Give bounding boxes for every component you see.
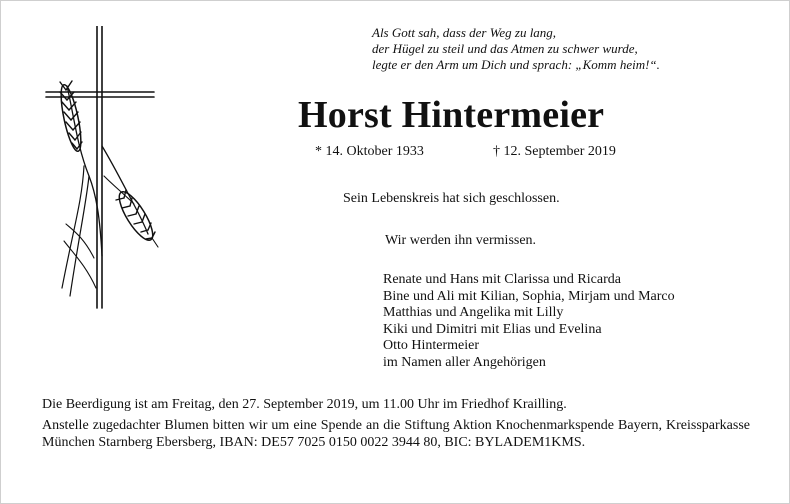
mourner-line: Renate und Hans mit Clarissa und Ricarda (383, 272, 621, 287)
poem-line: Als Gott sah, dass der Weg zu lang, (372, 25, 557, 40)
death-date: † 12. September 2019 (493, 144, 616, 159)
life-circle-text: Sein Lebenskreis hat sich geschlossen. (343, 191, 560, 206)
mourners-list (383, 272, 675, 371)
funeral-info: Die Beerdigung ist am Freitag, den 27. September 2019, um 11.00 Uhr im Friedhof Krailling. (42, 397, 567, 412)
wheat-ear-icon (102, 146, 158, 247)
wheat-ear-icon (57, 81, 102, 296)
miss-text: Wir werden ihn vermissen. (385, 233, 537, 248)
poem-line: der Hügel zu steil und das Atmen zu schwer wurde, (372, 41, 638, 56)
cross-with-wheat-icon (44, 26, 174, 316)
mourner-line: Matthias und Angelika mit Lilly (383, 305, 564, 320)
deceased-name: Horst Hintermeier (298, 94, 605, 136)
mourner-line: Bine und Ali mit Kilian, Sophia, Mirjam und Marco (383, 288, 675, 304)
mourner-line: Kiki und Dimitri mit Elias und Evelina (383, 321, 602, 337)
donation-info: Anstelle zugedachter Blumen bitten wir um eine Spende an die Stiftung Aktion Knochenmarkspende Bayern, Kreissparkasse München Starnberg Ebersberg, IBAN: DE57 7025 0150 0022 3944 80, BIC: BYLADEM1KMS. (42, 418, 750, 450)
mourner-line: Otto Hintermeier (383, 338, 480, 353)
memorial-poem (372, 25, 772, 73)
mourner-line: im Namen aller Angehörigen (383, 354, 546, 370)
cross-icon (46, 26, 154, 308)
birth-date: * 14. Oktober 1933 (315, 144, 424, 159)
poem-line: legte er den Arm um Dich und sprach: „Komm heim!“. (372, 57, 660, 72)
